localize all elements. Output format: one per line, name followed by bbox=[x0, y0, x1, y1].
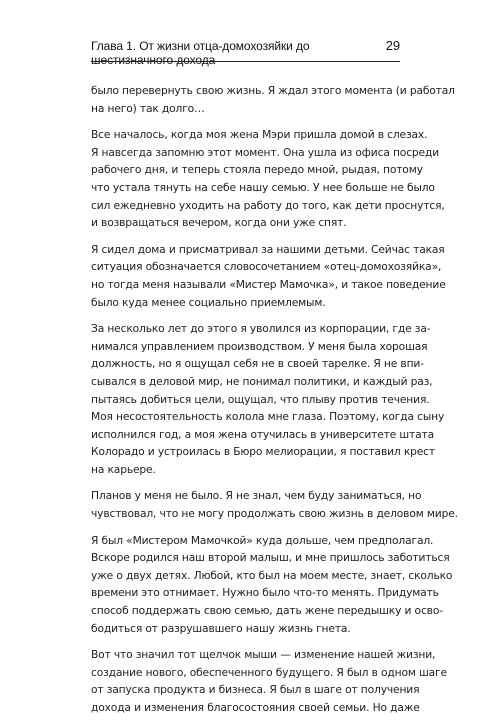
text-line: сывался в деловой мир, не понимал политики, и каждый раз, bbox=[91, 374, 433, 388]
text-line: исполнился год, а моя жена отучилась в университете штата bbox=[91, 427, 435, 441]
text-line: времени это отнимает. Нужно было что-то менять. Придумать bbox=[91, 586, 439, 600]
text-line: Колорадо и устроилась в Бюро мелиорации, я поставил крест bbox=[91, 445, 435, 459]
text-line: создание нового, обеспеченного будущего. Я был в одном шаге bbox=[91, 665, 447, 679]
text-line: на карьере. bbox=[91, 462, 156, 476]
paragraph bbox=[91, 646, 447, 716]
text-line: сил ежедневно уходить на работу до того, как дети проснутся, bbox=[91, 198, 445, 212]
paragraph bbox=[91, 320, 445, 478]
text-line: рабочего дня, и теперь стояла передо мной, рыдая, потому bbox=[91, 163, 423, 177]
text-line: Я навсегда запомню этот момент. Она ушла из офиса посреди bbox=[91, 145, 440, 159]
text-line: на него) так долго… bbox=[91, 101, 205, 115]
text-line: было куда менее социально приемлемым. bbox=[91, 295, 326, 309]
text-line: пытаясь добиться цели, ощущал, что плыву против течения. bbox=[91, 392, 430, 406]
page-number: 29 bbox=[385, 38, 400, 53]
text-line: Планов у меня не было. Я не знал, чем буду заниматься, но bbox=[91, 489, 422, 503]
text-line: Вот что значил тот щелчок мыши — изменение нашей жизни, bbox=[91, 648, 436, 662]
text-line: ситуация обозначается словосочетанием «отец-домохозяйка», bbox=[91, 260, 442, 274]
paragraph bbox=[91, 532, 453, 638]
text-line: должность, но я ощущал себя не в своей тарелке. Я не впи- bbox=[91, 357, 424, 371]
chapter-title: Глава 1. От жизни отца-домохозяйки до шестизначного дохода bbox=[91, 39, 310, 67]
paragraph bbox=[91, 126, 445, 232]
text-line: За несколько лет до этого я уволился из корпорации, где за- bbox=[91, 322, 431, 336]
text-line: нимался управлением производством. У меня была хорошая bbox=[91, 339, 428, 353]
text-line: Моя несостоятельность колола мне глаза. Поэтому, когда сыну bbox=[91, 410, 445, 424]
text-line: что устала тянуть на себе нашу семью. У нее больше не было bbox=[91, 180, 435, 194]
text-line: дохода и изменения благосостояния своей семьи. Но даже bbox=[91, 701, 420, 714]
text-line: и возвращаться вечером, когда они уже спят. bbox=[91, 216, 347, 230]
body-text bbox=[91, 82, 458, 726]
text-line: бодиться от разрушавшего нашу жизнь гнета. bbox=[91, 621, 351, 635]
paragraph bbox=[91, 241, 446, 311]
paragraph bbox=[91, 487, 458, 522]
running-header bbox=[91, 38, 400, 67]
text-line: способ поддержать свою семью, дать жене передышку и осво- bbox=[91, 604, 443, 618]
text-line: Все началось, когда моя жена Мэри пришла домой в слезах. bbox=[91, 128, 428, 142]
text-line: было перевернуть свою жизнь. Я ждал этого момента (и работал bbox=[91, 84, 455, 97]
text-line: от запуска продукта и бизнеса. Я был в шаге от получения bbox=[91, 683, 420, 697]
header-rule bbox=[91, 61, 400, 62]
text-line: Я был «Мистером Мамочкой» куда дольше, чем предполагал. bbox=[91, 533, 434, 547]
text-line: Я сидел дома и присматривал за нашими детьми. Сейчас такая bbox=[91, 242, 445, 256]
text-line: Вскоре родился наш второй малыш, и мне пришлось заботиться bbox=[91, 551, 450, 565]
text-line: уже о двух детях. Любой, кто был на моем месте, знает, сколько bbox=[91, 568, 453, 582]
text-line: чувствовал, что не могу продолжать свою жизнь в деловом мире. bbox=[91, 507, 458, 521]
text-line: но тогда меня называли «Мистер Мамочка», и такое поведение bbox=[91, 277, 446, 291]
paragraph bbox=[91, 82, 455, 117]
